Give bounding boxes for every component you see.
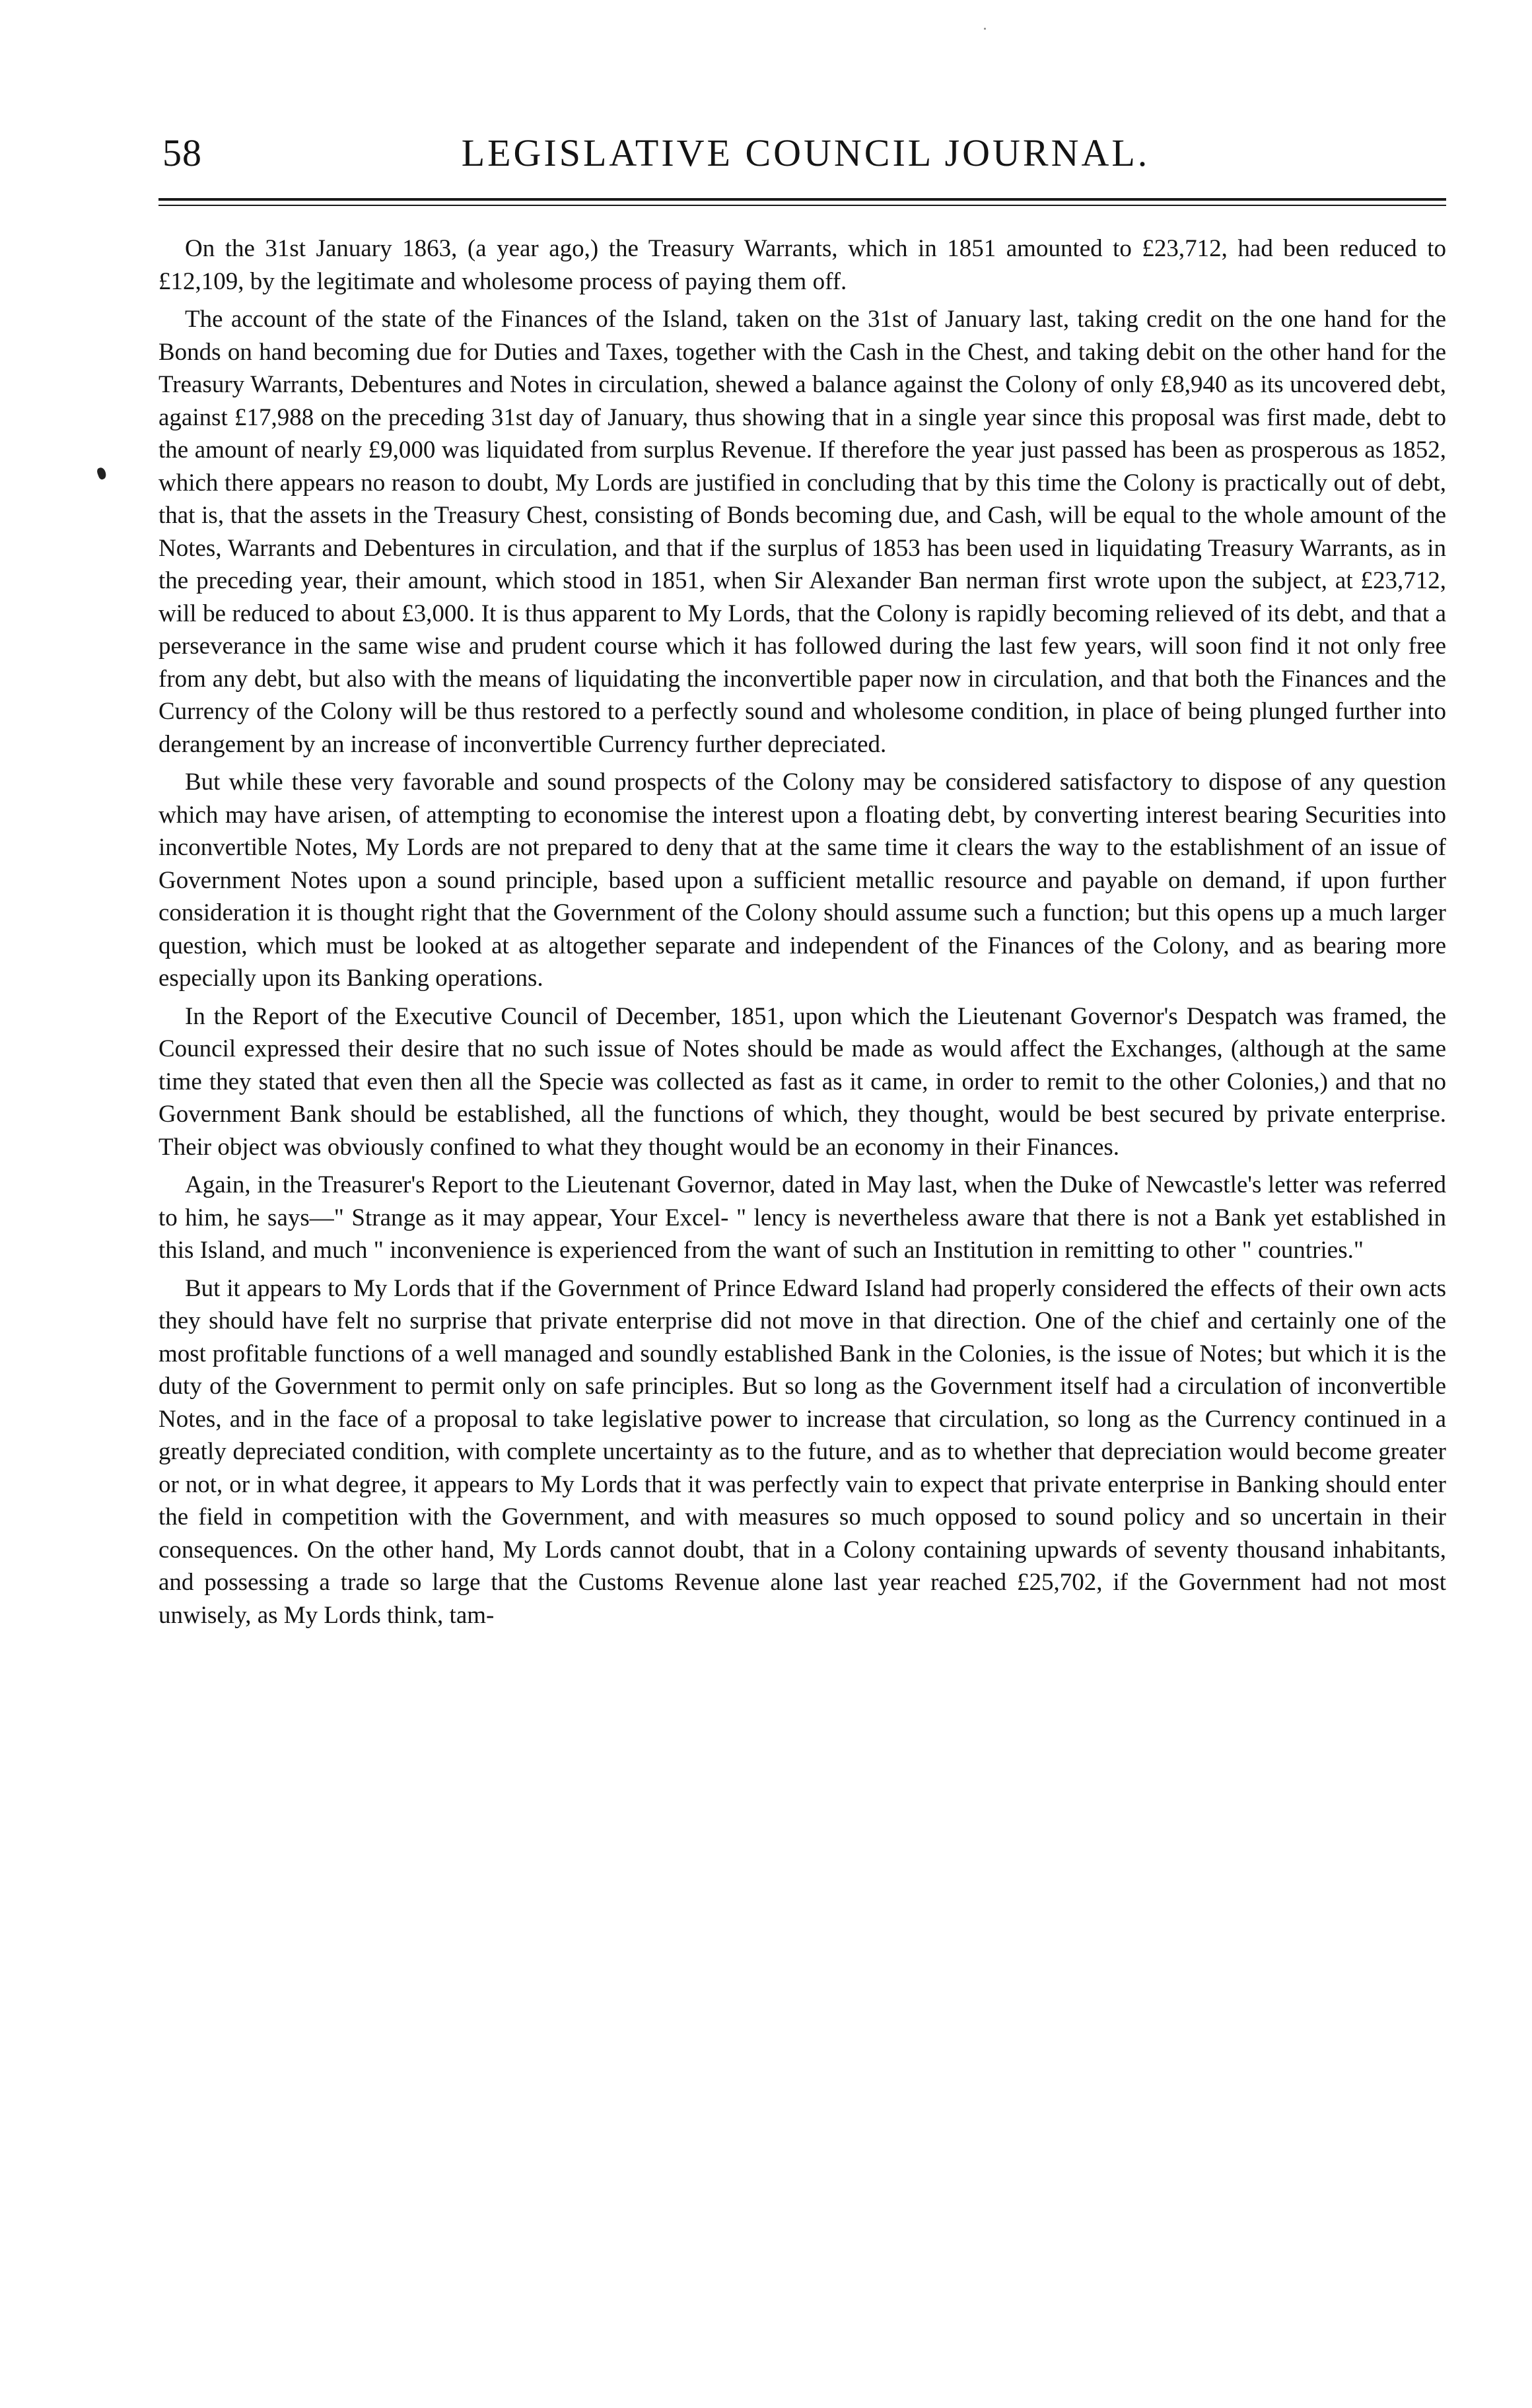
paragraph-state-of-finances: The account of the state of the Finances of the Island, taken on the 31st of January last, taking credit on the one hand for the Bonds on hand becoming due for Duties and Taxes, together with the Cash in the Chest, and taking debit on the other hand for the Treasury Warrants, Debentures and Notes in circulation, shewed a balance against the Colony of only £8,940 as its uncovered debt, against £17,988 on the preceding 31st day of January, thus showing that in a single year since this proposal was first made, debt to the amount of nearly £9,000 was liquidated from surplus Revenue. If therefore the year just passed has been as prosperous as 1852, which there appears no reason to doubt, My Lords are justified in concluding that by this time the Colony is practically out of debt, that is, that the assets in the Treasury Chest, consisting of Bonds becoming due, and Cash, will be equal to the whole amount of the Notes, Warrants and Debentures in circulation, and that if the surplus of 1853 has been used in liquidating Treasury Warrants, as in the preceding year, their amount, which stood in 1851, when Sir Alexander Ban nerman first wrote upon the subject, at £23,712, will be reduced to about £3,000. It is thus apparent to My Lords, that the Colony is rapidly becoming relieved of its debt, and that a perseverance in the same wise and prudent course which it has followed during the last few years, will soon find it not only free from any debt, but also with the means of liquidating the inconvertible paper now in circulation, and that both the Finances and the Currency of the Colony will be thus restored to a perfectly sound and wholesome condition, in place of being plunged further into derangement by an increase of inconvertible Currency further depreciated. xyxy=(158,306,1446,758)
header-rule-thick xyxy=(158,198,1446,201)
scan-speck xyxy=(984,28,986,30)
page-number: 58 xyxy=(162,131,202,174)
paragraph-executive-council-report: In the Report of the Executive Council of December, 1851, upon which the Lieutenant Governor's Despatch was framed, the Council expressed their desire that no such issue of Notes should be made as would affect the Exchanges, (although at the same time they stated that even then all the Specie was collected as fast as it came, in order to remit to the other Colonies,) and that no Government Bank should be established, all the functions of which, they thought, would be best secured by private enterprise. Their object was obviously confined to what they thought would be an economy in their Finances. xyxy=(158,1002,1446,1161)
header-rule-thin xyxy=(158,205,1446,206)
ink-blot-mark xyxy=(96,466,107,480)
paragraph-private-enterprise: But it appears to My Lords that if the Government of Prince Edward Island had properly considered the effects of their own acts they should have felt no surprise that private enterprise did not move in that direction. One of the chief and certainly one of the most profitable functions of a well managed and soundly established Bank in the Colonies, is the issue of Notes; but which it is the duty of the Government to permit only on safe principles. But so long as the Government itself had a circulation of inconvertible Notes, and in the face of a proposal to take legislative power to increase that circulation, so long as the Currency continued in a greatly depreciated condition, with complete uncertainty as to the future, and as to whether that depreciation would become greater or not, or in what degree, it appears to My Lords that it was perfectly vain to expect that private enterprise in Banking should enter the field in competition with the Government, and with measures so much opposed to sound policy and so uncertain in their consequences. On the other hand, My Lords cannot doubt, that in a Colony containing upwards of seventy thousand inhabitants, and possessing a trade so large that the Customs Revenue alone last year reached £25,702, if the Government had not most unwisely, as My Lords think, tam- xyxy=(158,1274,1446,1629)
paragraph-favorable-prospects: But while these very favorable and sound prospects of the Colony may be considered satisfactory to dispose of any question which may have arisen, of attempting to economise the interest upon a floating debt, by converting interest bearing Securities into inconvertible Notes, My Lords are not prepared to deny that at the same time it clears the way to the establishment of an issue of Government Notes upon a sound principle, based upon a sufficient metallic resource and payable on demand, if upon further consideration it is thought right that the Government of the Colony should assume such a function; but this opens up a much larger question, which must be looked at as altogether separate and independent of the Finances of the Colony, and as bearing more especially upon its Banking operations. xyxy=(158,769,1446,992)
page-title: LEGISLATIVE COUNCIL JOURNAL. xyxy=(461,131,1150,174)
paragraph-treasury-warrants: On the 31st January 1863, (a year ago,) the Treasury Warrants, which in 1851 amounted to £23,712, had been reduced to £12,109, by the legitimate and wholesome process of paying them off. xyxy=(158,235,1446,295)
paragraph-treasurer-report: Again, in the Treasurer's Report to the Lieutenant Governor, dated in May last, when the Duke of Newcastle's letter was referred to him, he says—" Strange as it may appear, Your Excel- " lency is nevertheless aware that there is not a Bank yet established in this Island, and much " inconvenience is experienced from the want of such an Institution in remitting to other " countries." xyxy=(158,1171,1446,1264)
body-text xyxy=(158,232,1446,1637)
